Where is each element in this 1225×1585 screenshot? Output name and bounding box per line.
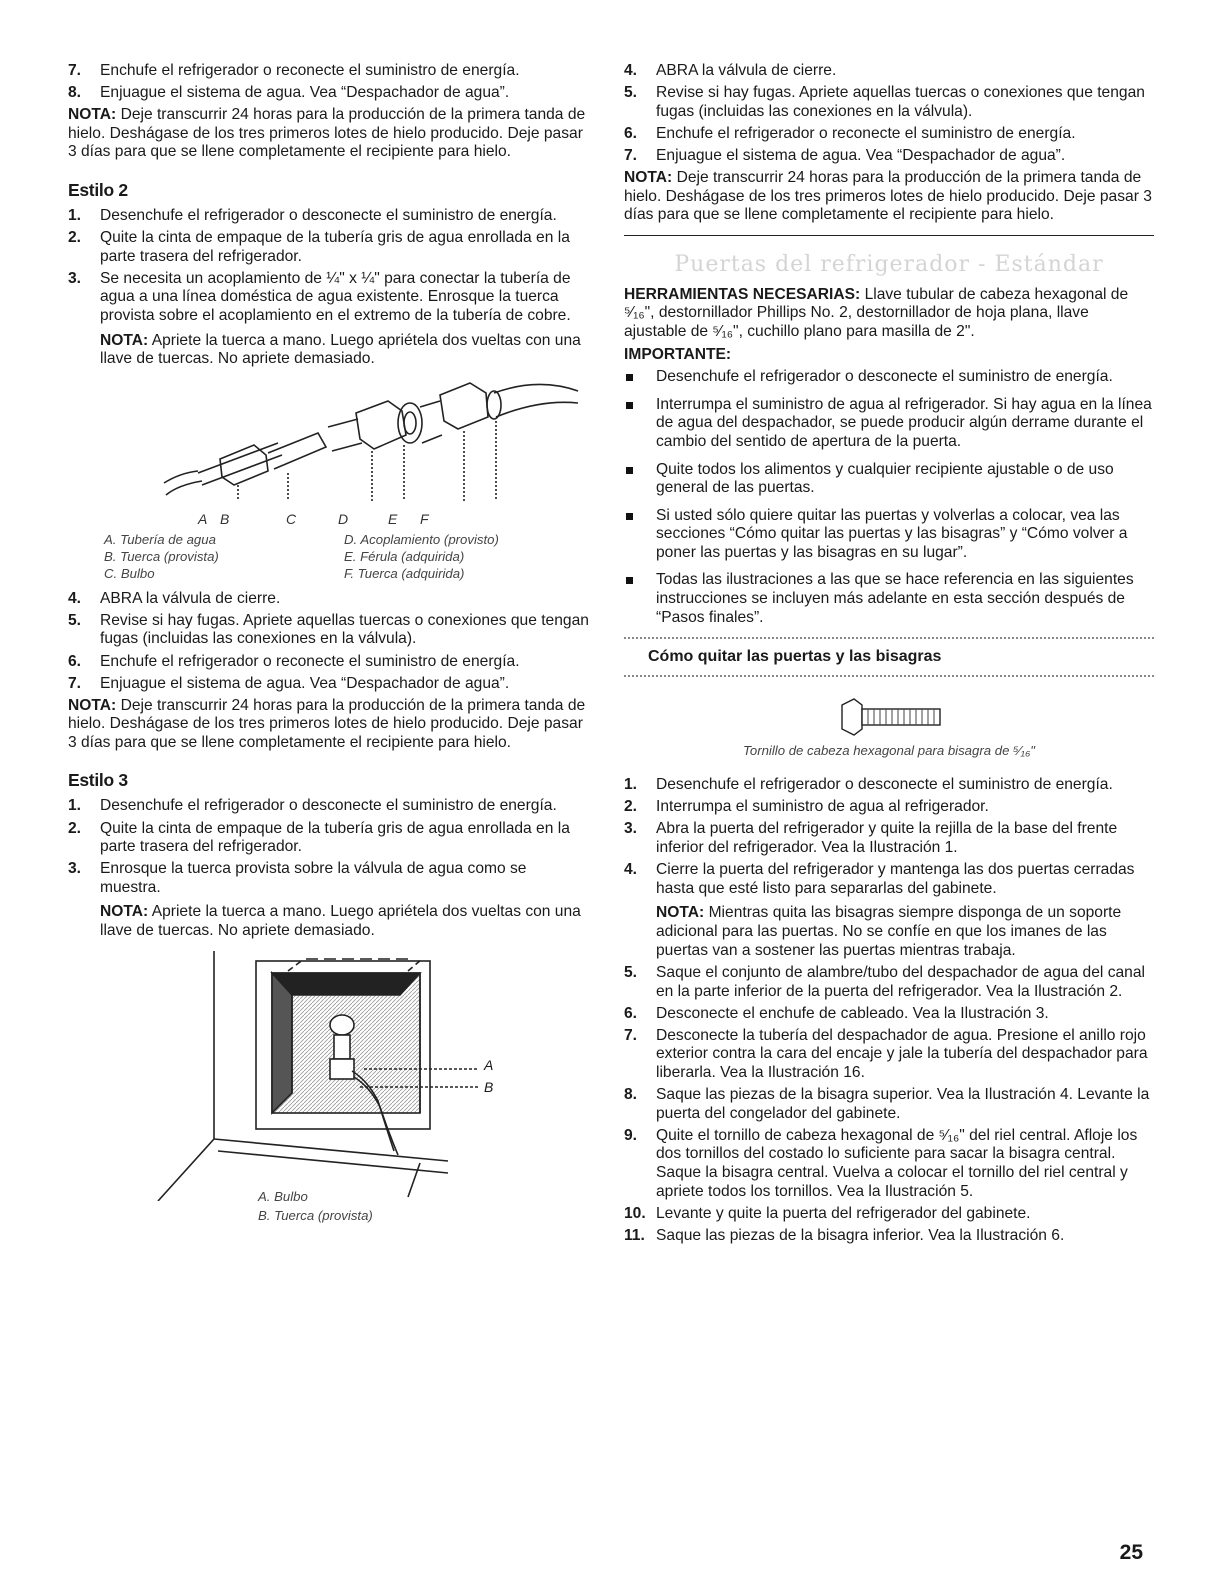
left-column [68, 62, 590, 1243]
step-list [68, 62, 590, 103]
step-item: 7. Enchufe el refrigerador o reconecte el suministro de energía. [68, 62, 520, 79]
step-item: 9. Quite el tornillo de cabeza hexagonal de ⁵⁄₁₆" del riel central. Afloje los dos tornillos del costado lo suficiente para sacar la bisagra central. Saque la bisagra central. Vuelva a colocar el tornillo del riel central y apriete todos los tornillos. Vea la Ilustración 5. [624, 1126, 1138, 1200]
valve-captions: A. Bulbo B. Tuerca (provista) [258, 1188, 373, 1223]
step-item: 1. Desenchufe el refrigerador o desconecte el suministro de energía. [624, 776, 1113, 794]
valve-figure: A B A. Bulbo B. Tuerca (provista) [68, 951, 590, 1243]
step-item: 11. Saque las piezas de la bisagra inferior. Vea la Ilustración 6. [624, 1226, 1065, 1244]
step-item: 3. Se necesita un acoplamiento de ¼" x ¼" para conectar la tubería de agua a una línea doméstica de agua existente. Enrosque la tuerca provista sobre el acoplamiento en el extremo de la tubería de cobre. [68, 269, 571, 324]
figure-captions: A. Tubería de agua D. Acoplamiento (provisto) B. Tuerca (provista) E. Férula (adquirida) C. Bulbo F. Tuerca (adquirida) [104, 531, 499, 581]
screw-icon [834, 695, 944, 739]
step-list [68, 590, 590, 693]
list-item: Desenchufe el refrigerador o desconecte el suministro de energía. [624, 368, 1154, 387]
step-item: 2. Quite la cinta de empaque de la tubería gris de agua enrollada en la parte trasera del refrigerador. [68, 819, 570, 856]
step-item: 8. Enjuague el sistema de agua. Vea “Despachador de agua”. [68, 84, 510, 102]
sub-note: NOTA: Mientras quita las bisagras siempre disponga de un soporte adicional para las puertas. No se confíe en que los imanes de las puertas van a sostener las puertas mientras trabaja. [656, 904, 1122, 959]
valve-illustration [68, 951, 528, 1201]
step-item: 10. Levante y quite la puerta del refrigerador del gabinete. [624, 1204, 1031, 1222]
step-item: 4. ABRA la válvula de cierre. [68, 589, 281, 607]
step-list [68, 207, 590, 326]
page-number: 25 [1119, 1541, 1143, 1564]
tools-paragraph: HERRAMIENTAS NECESARIAS: Llave tubular de cabeza hexagonal de ⁵⁄₁₆", destornillador Phillips No. 2, destornillador de hoja plana, llave ajustable de ⁵⁄₁₆", cuchillo plano para masilla de 2". [624, 285, 1129, 340]
list-item: Interrumpa el suministro de agua al refrigerador. Si hay agua en la línea de agua del despachador, se puede producir algún derrame durante el cambio del sentido de apertura de la puerta. [624, 396, 1154, 452]
step-item: 2. Interrumpa el suministro de agua al refrigerador. [624, 798, 989, 816]
step-list [624, 776, 1154, 898]
step-item: 7. Enjuague el sistema de agua. Vea “Despachador de agua”. [68, 674, 510, 692]
step-item: 1. Desenchufe el refrigerador o desconecte el suministro de energía. [68, 206, 557, 224]
step-list [624, 62, 1154, 165]
step-item: 6. Enchufe el refrigerador o reconecte el suministro de energía. [624, 124, 1076, 142]
subheading: Cómo quitar las puertas y las bisagras [648, 648, 942, 666]
step-item: 5. Revise si hay fugas. Apriete aquellas tuercas o conexiones que tengan fugas (incluidas las conexiones en la válvula). [624, 84, 1145, 120]
list-item: Todas las ilustraciones a las que se hace referencia en las siguientes instrucciones se incluyen más adelante en esta sección después de “Pasos finales”. [624, 571, 1154, 627]
sub-note: NOTA: Apriete la tuerca a mano. Luego apriétela dos vueltas con una llave de tuercas. No apriete demasiado. [100, 903, 581, 940]
step-item: 8. Saque las piezas de la bisagra superior. Vea la Ilustración 4. Levante la puerta del congelador del gabinete. [624, 1086, 1150, 1122]
important-list [624, 368, 1154, 627]
section-divider [624, 235, 1154, 236]
note-paragraph: NOTA: Deje transcurrir 24 horas para la producción de la primera tanda de hielo. Deshágase de los tres primeros lotes de hielo producido. Deje pasar 3 días para que se llene completamente el recipiente para hielo. [68, 696, 586, 751]
sub-note: NOTA: Apriete la tuerca a mano. Luego apriétela dos vueltas con una llave de tuercas. No apriete demasiado. [100, 331, 581, 368]
coupling-illustration [158, 373, 598, 511]
step-item: 5. Saque el conjunto de alambre/tubo del despachador de agua del canal en la parte inferior de la puerta del refrigerador. Vea la Ilustración 2. [624, 964, 1145, 1000]
step-item: 6. Enchufe el refrigerador o reconecte el suministro de energía. [68, 652, 520, 670]
step-list [68, 797, 590, 897]
note-paragraph: NOTA: Deje transcurrir 24 horas para la producción de la primera tanda de hielo. Deshágase de los tres primeros lotes de hielo producido. Deje pasar 3 días para que se llene completamente el recipiente para hielo. [624, 168, 1152, 224]
step-list [624, 964, 1154, 1245]
section-title: Puertas del refrigerador - Estándar [674, 251, 1104, 277]
step-item: 7. Desconecte la tubería del despachador de agua. Presione el anillo rojo exterior contra la cara del encaje y jale la tubería del despachador para liberarla. Vea la Ilustración 16. [624, 1026, 1148, 1082]
step-item: 5. Revise si hay fugas. Apriete aquellas tuercas o conexiones que tengan fugas (incluidas las conexiones en la válvula). [68, 611, 589, 648]
step-item: 3. Abra la puerta del refrigerador y quite la rejilla de la base del frente inferior del refrigerador. Vea la Ilustración 1. [624, 820, 1118, 857]
list-item: Quite todos los alimentos y cualquier recipiente ajustable o de uso general de las puertas. [624, 461, 1154, 498]
right-column [624, 62, 1154, 1249]
step-item: 2. Quite la cinta de empaque de la tubería gris de agua enrollada en la parte trasera del refrigerador. [68, 229, 570, 265]
heading-estilo-3: Estilo 3 [68, 770, 128, 791]
step-item: 7. Enjuague el sistema de agua. Vea “Despachador de agua”. [624, 146, 1066, 164]
heading-estilo-2: Estilo 2 [68, 179, 128, 200]
note-paragraph: NOTA: Deje transcurrir 24 horas para la producción de la primera tanda de hielo. Deshágase de los tres primeros lotes de hielo producido. Deje pasar 3 días para que se llene completamente el recipiente para hielo. [68, 106, 586, 161]
screw-caption: Tornillo de cabeza hexagonal para bisagra de ⁵⁄₁₆" [743, 743, 1035, 759]
figure-letters: A B C D E F [198, 510, 429, 527]
list-item: Si usted sólo quiere quitar las puertas y volverlas a colocar, vea las secciones “Cómo quitar las puertas y las bisagras” y “Cómo volver a poner las puertas y las bisagras en su lugar”. [624, 507, 1154, 563]
dotted-divider [624, 675, 1154, 677]
step-item: 3. Enrosque la tuerca provista sobre la válvula de agua como se muestra. [68, 860, 527, 896]
step-item: 4. ABRA la válvula de cierre. [624, 62, 837, 79]
step-item: 6. Desconecte el enchufe de cableado. Vea la Ilustración 3. [624, 1004, 1049, 1022]
step-item: 1. Desenchufe el refrigerador o desconecte el suministro de energía. [68, 797, 557, 815]
step-item: 4. Cierre la puerta del refrigerador y mantenga las dos puertas cerradas hasta que esté listo para separarlas del gabinete. [624, 861, 1135, 897]
important-label: IMPORTANTE: [624, 345, 732, 363]
